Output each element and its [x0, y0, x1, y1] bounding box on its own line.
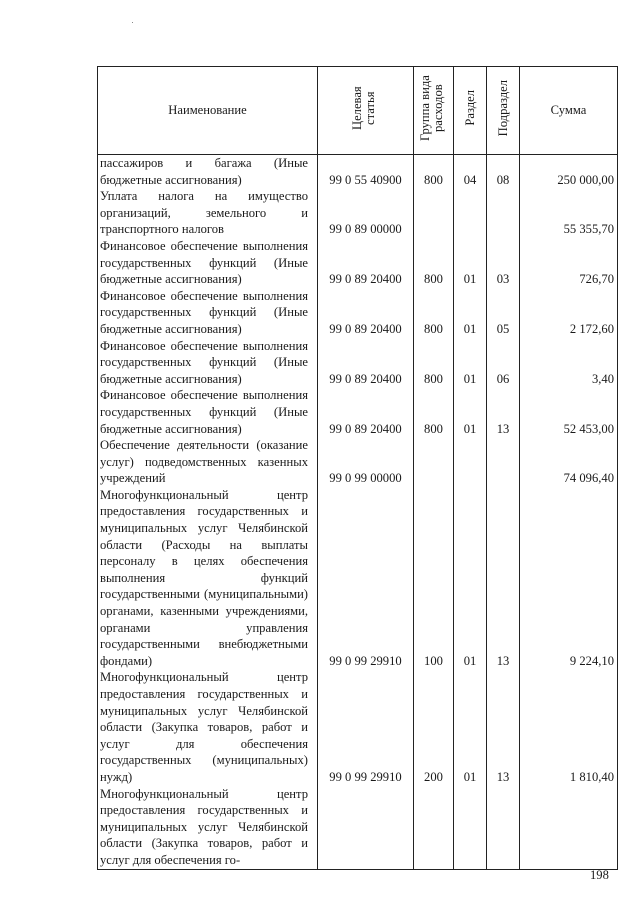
row-name: Финансовое обеспечение выполнения государственных функций (Иные бюджетные ассигнования) — [98, 238, 318, 288]
row-article: 99 0 99 29910 — [318, 487, 414, 670]
table-row — [98, 669, 618, 785]
row-section — [454, 437, 487, 487]
header-article: Целевая статья — [318, 67, 414, 155]
header-sum: Сумма — [520, 67, 618, 155]
row-section: 01 — [454, 387, 487, 437]
row-sum: 726,70 — [520, 238, 618, 288]
row-name: Финансовое обеспечение выполнения государственных функций (Иные бюджетные ассигнования) — [98, 288, 318, 338]
row-article: 99 0 55 40900 — [318, 155, 414, 189]
header-section: Раздел — [454, 67, 487, 155]
row-section: 01 — [454, 238, 487, 288]
header-name: Наименование — [98, 67, 318, 155]
row-name: Уплата налога на имущество организаций, земельного и транспортного налогов — [98, 188, 318, 238]
row-article: 99 0 89 00000 — [318, 188, 414, 238]
budget-table — [97, 66, 618, 870]
table-row — [98, 238, 618, 288]
row-sum: 55 355,70 — [520, 188, 618, 238]
row-section: 01 — [454, 669, 487, 785]
page-number: 198 — [590, 868, 609, 882]
header-group: Группа вида расходов — [414, 67, 454, 155]
row-article: 99 0 89 20400 — [318, 338, 414, 388]
row-subsection: 13 — [487, 487, 520, 670]
row-sum: 2 172,60 — [520, 288, 618, 338]
row-name: Финансовое обеспечение выполнения государственных функций (Иные бюджетные ассигнования) — [98, 387, 318, 437]
row-subsection — [487, 437, 520, 487]
row-section: 01 — [454, 487, 487, 670]
table-header-row — [98, 67, 618, 155]
row-name: Финансовое обеспечение выполнения государственных функций (Иные бюджетные ассигнования) — [98, 338, 318, 388]
table-row — [98, 188, 618, 238]
row-name: пассажиров и багажа (Иные бюджетные ассигнования) — [98, 155, 318, 189]
header-subsection: Подраздел — [487, 67, 520, 155]
row-name: Многофункциональный центр предоставления государственных и муниципальных услуг Челябинской области (Закупка товаров, работ и услуг для обеспечения го- — [98, 786, 318, 869]
table-row — [98, 487, 618, 670]
row-subsection: 06 — [487, 338, 520, 388]
row-subsection: 03 — [487, 238, 520, 288]
table-row — [98, 437, 618, 487]
row-sum: 9 224,10 — [520, 487, 618, 670]
row-sum: 1 810,40 — [520, 669, 618, 785]
table-row — [98, 288, 618, 338]
row-section: 01 — [454, 288, 487, 338]
row-group: 800 — [414, 338, 454, 388]
row-group: 800 — [414, 155, 454, 189]
row-name: Многофункциональный центр предоставления государственных и муниципальных услуг Челябинской области (Расходы на выплаты персоналу в целях обеспечения выполнения функций государственными (муниципальными) органами, казенными учреждениями, органами управления государственными внебюджетными фондами) — [98, 487, 318, 670]
row-section: 04 — [454, 155, 487, 189]
row-group: 100 — [414, 487, 454, 670]
scan-speck — [132, 22, 133, 23]
row-sum: 74 096,40 — [520, 437, 618, 487]
row-section — [454, 188, 487, 238]
row-article: 99 0 89 20400 — [318, 387, 414, 437]
row-sum — [520, 786, 618, 869]
row-sum: 250 000,00 — [520, 155, 618, 189]
row-subsection: 08 — [487, 155, 520, 189]
row-subsection — [487, 188, 520, 238]
row-sum: 52 453,00 — [520, 387, 618, 437]
row-group: 200 — [414, 669, 454, 785]
table-row — [98, 155, 618, 189]
row-group — [414, 437, 454, 487]
row-section: 01 — [454, 338, 487, 388]
row-subsection: 13 — [487, 669, 520, 785]
row-section — [454, 786, 487, 869]
table-row — [98, 387, 618, 437]
row-group — [414, 188, 454, 238]
row-sum: 3,40 — [520, 338, 618, 388]
row-subsection — [487, 786, 520, 869]
row-group: 800 — [414, 238, 454, 288]
table-row — [98, 786, 618, 869]
row-name: Обеспечение деятельности (оказание услуг) подведомственных казенных учреждений — [98, 437, 318, 487]
row-group: 800 — [414, 288, 454, 338]
table-row — [98, 338, 618, 388]
row-subsection: 13 — [487, 387, 520, 437]
row-name: Многофункциональный центр предоставления государственных и муниципальных услуг Челябинской области (Закупка товаров, работ и услуг для обеспечения государственных (муниципальных) нужд) — [98, 669, 318, 785]
row-article: 99 0 99 00000 — [318, 437, 414, 487]
row-subsection: 05 — [487, 288, 520, 338]
row-group: 800 — [414, 387, 454, 437]
row-article — [318, 786, 414, 869]
row-article: 99 0 89 20400 — [318, 238, 414, 288]
row-article: 99 0 99 29910 — [318, 669, 414, 785]
row-article: 99 0 89 20400 — [318, 288, 414, 338]
row-group — [414, 786, 454, 869]
